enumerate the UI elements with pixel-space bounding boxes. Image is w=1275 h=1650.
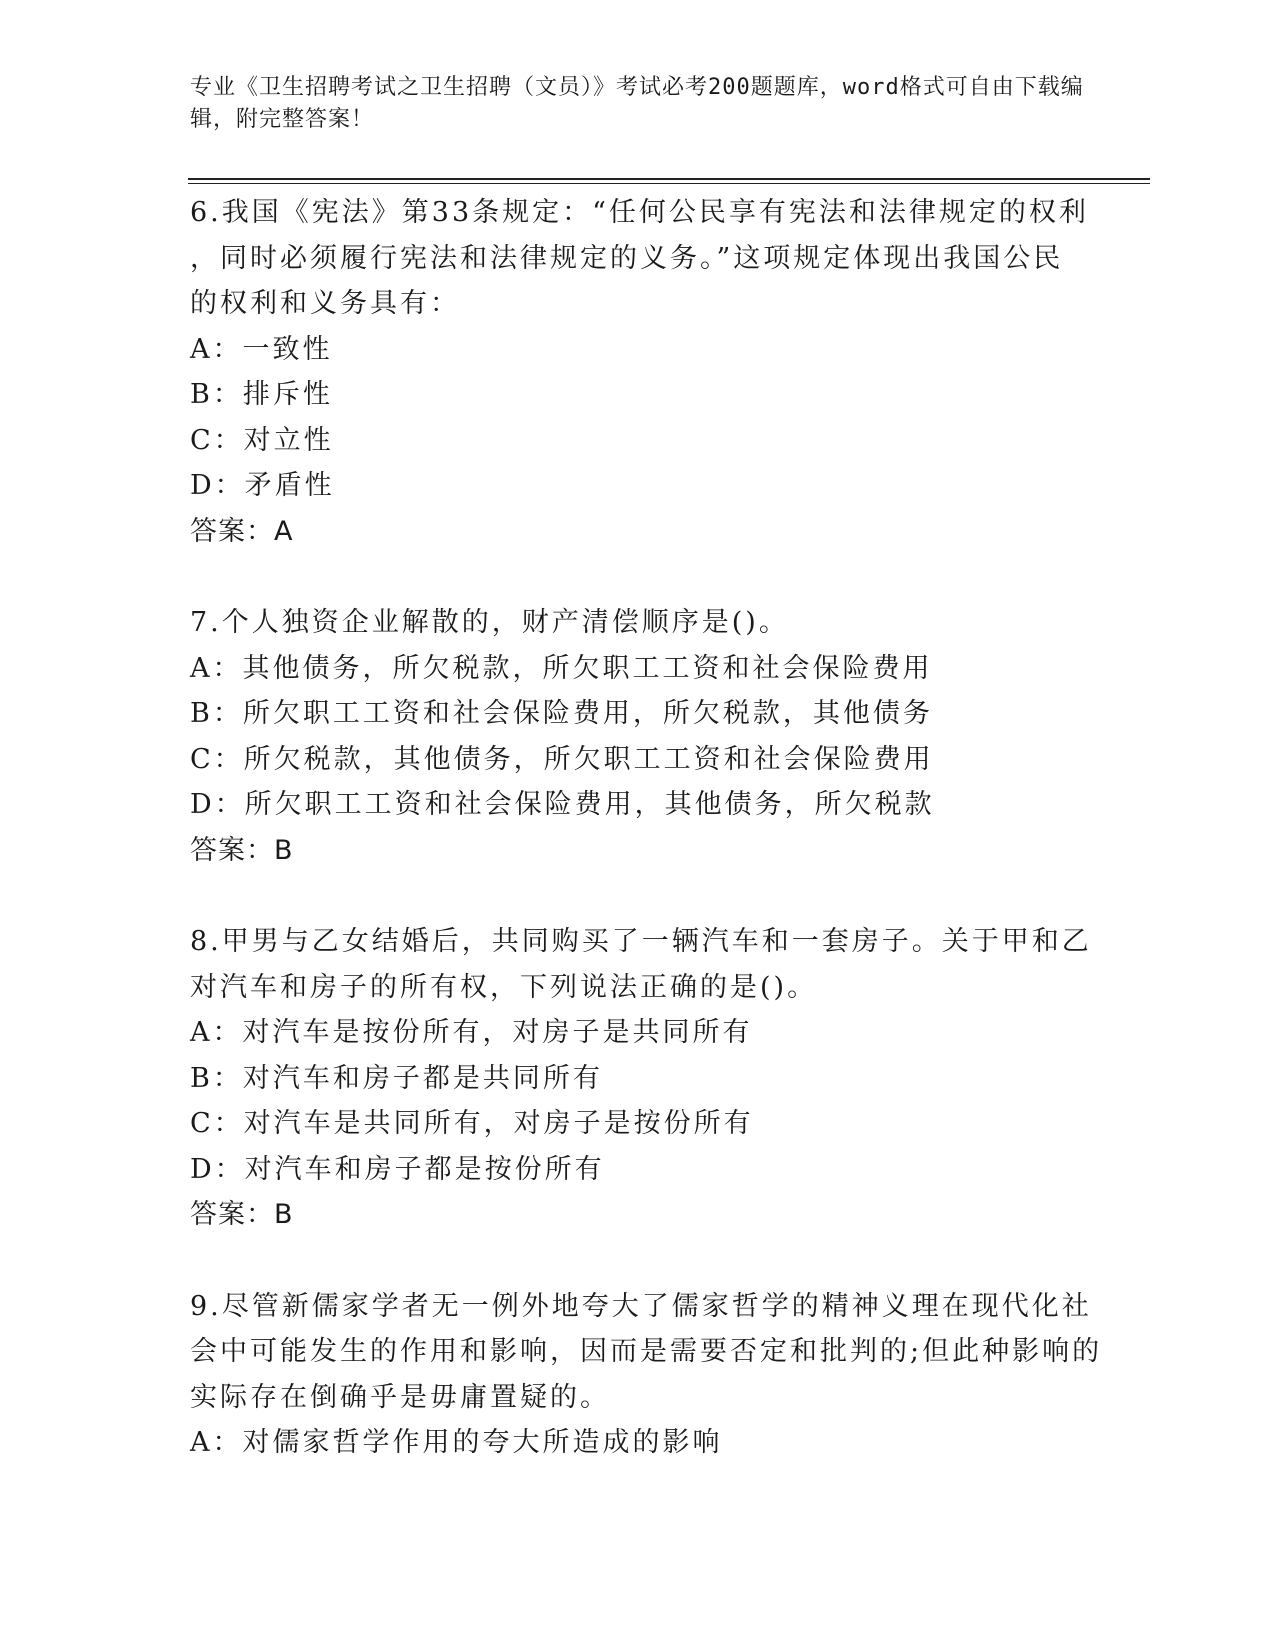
question-block bbox=[190, 919, 1090, 1238]
question-stem-line: 6.我国《宪法》第33条规定：“任何公民享有宪法和法律规定的权利 bbox=[190, 197, 1089, 228]
answer-option: A：对儒家哲学作用的夸大所造成的影响 bbox=[190, 1427, 723, 1458]
question-stem-line: 实际存在倒确乎是毋庸置疑的。 bbox=[190, 1381, 610, 1413]
answer-key: 答案：B bbox=[190, 1199, 294, 1230]
question-stem-line: 8.甲男与乙女结婚后，共同购买了一辆汽车和一套房子。关于甲和乙 bbox=[190, 926, 1092, 957]
answer-option: D：对汽车和房子都是按份所有 bbox=[190, 1153, 605, 1185]
answer-option: C：所欠税款，其他债务，所欠职工工资和社会保险费用 bbox=[190, 743, 934, 775]
question-stem-line: 9.尽管新儒家学者无一例外地夸大了儒家哲学的精神义理在现代化社 bbox=[190, 1290, 1092, 1322]
question-block bbox=[190, 600, 1090, 873]
answer-option: D：所欠职工工资和社会保险费用，其他债务，所欠税款 bbox=[190, 789, 935, 820]
answer-key: 答案：B bbox=[190, 834, 294, 866]
answer-option: A：一致性 bbox=[190, 333, 333, 365]
answer-key: 答案：A bbox=[190, 515, 294, 547]
question-block bbox=[190, 1284, 1103, 1466]
header-rule-thick bbox=[188, 178, 1150, 180]
header-rule-thin bbox=[188, 183, 1150, 184]
question-block bbox=[190, 190, 1090, 554]
answer-option: B：排斥性 bbox=[190, 379, 333, 410]
question-stem-line: 会中可能发生的作用和影响，因而是需要否定和批判的;但此种影响的 bbox=[190, 1336, 1103, 1367]
question-stem-line: ，同时必须履行宪法和法律规定的义务。”这项规定体现出我国公民 bbox=[190, 242, 1064, 274]
answer-option: D：矛盾性 bbox=[190, 470, 335, 501]
answer-option: A：其他债务，所欠税款，所欠职工工资和社会保险费用 bbox=[190, 652, 933, 684]
question-stem-line: 的权利和义务具有： bbox=[190, 288, 460, 319]
answer-option: C：对汽车是共同所有，对房子是按份所有 bbox=[190, 1108, 754, 1139]
answer-option: B：对汽车和房子都是共同所有 bbox=[190, 1062, 603, 1094]
answer-option: A：对汽车是按份所有，对房子是共同所有 bbox=[190, 1017, 753, 1048]
answer-option: C：对立性 bbox=[190, 424, 334, 456]
question-stem-line: 对汽车和房子的所有权，下列说法正确的是()。 bbox=[190, 971, 818, 1003]
question-list bbox=[190, 190, 1103, 1512]
document-header: 专业《卫生招聘考试之卫生招聘（文员）》考试必考200题题库，word格式可自由下载编辑，附完整答案！ bbox=[190, 75, 1084, 132]
question-stem-line: 7.个人独资企业解散的，财产清偿顺序是()。 bbox=[190, 607, 789, 638]
answer-option: B：所欠职工工资和社会保险费用，所欠税款，其他债务 bbox=[190, 698, 933, 729]
